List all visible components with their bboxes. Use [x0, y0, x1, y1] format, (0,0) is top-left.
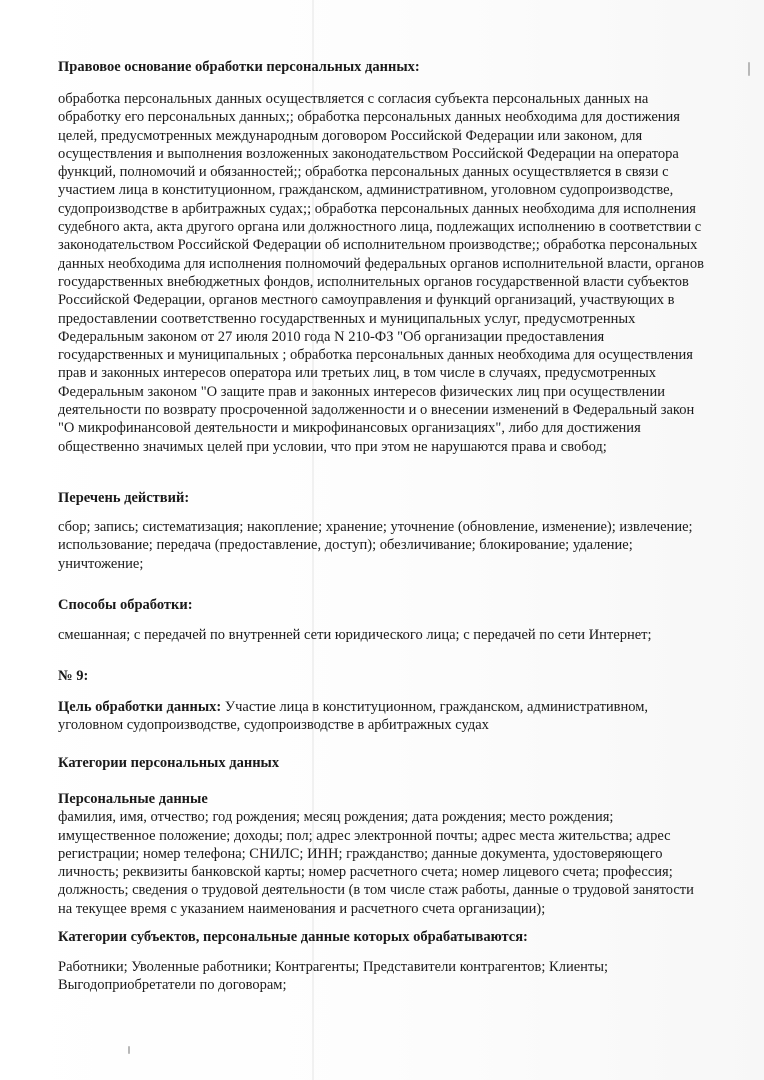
- methods-text: смешанная; с передачей по внутренней сети юридического лица; с передачей по сети Интернет;: [58, 627, 652, 643]
- scan-speck: [748, 62, 750, 76]
- item-number: № 9:: [58, 668, 89, 684]
- purpose-label: Цель обработки данных:: [58, 699, 222, 715]
- purpose-text: Участие лица в конституционном, гражданском, административном, уголовном судопроизводстве, судопроизводстве в арбитражных судах: [58, 699, 649, 734]
- legal-basis-heading: Правовое основание обработки персональных данных:: [58, 59, 420, 75]
- subjects-heading: Категории субъектов, персональные данные которых обрабатываются:: [58, 929, 528, 945]
- actions-text: сбор; запись; систематизация; накопление; хранение; уточнение (обновление, изменение); извлечение; использование; передача (предоставление, доступ); обезличивание; блокирование; удаление; уничтожение;: [58, 519, 693, 572]
- legal-basis-text: обработка персональных данных осуществляется с согласия субъекта персональных данных на обработку его персональных данных;; обработка персональных данных необходима для достижения целей, предусмотренных международным договором Российской Федерации или законом, для осуществления и выполнения возложенных законодательством Российской Федерации на оператора функций, полномочий и обязанностей;; обработка персональных данных осуществляется в связи с участием лица в конституционном, гражданском, административном, уголовном судопроизводстве, судопроизводстве в арбитражных судах;; обработка персональных данных необходима для исполнения судебного акта, акта другого органа или должностного лица, подлежащих исполнению в соответствии с законодательством Российской Федерации об исполнительном производстве;; обработка персональных данных необходима для исполнения полномочий федеральных органов исполнительной власти, органов государственных внебюджетных фондов, исполнительных органов государственной власти субъектов Российской Федерации, органов местного самоуправления и функций организаций, участвующих в предоставлении соответственно государственных и муниципальных услуг, предусмотренных Федеральным законом от 27 июля 2010 года N 210-ФЗ "Об организации предоставления государственных и муниципальных ; обработка персональных данных необходима для осуществления прав и законных интересов оператора или третьих лиц, в том числе в случаях, предусмотренных Федеральным законом "О защите прав и законных интересов физических лиц при осуществлении деятельности по возврату просроченной задолженности и о внесении изменений в Федеральный закон "О микрофинансовой деятельности и микрофинансовых организациях", либо для достижения общественно значимых целей при условии, что при этом не нарушаются права и свобод;: [58, 91, 704, 455]
- categories-block: [58, 790, 708, 918]
- personal-data-list: фамилия, имя, отчество; год рождения; месяц рождения; дата рождения; место рождения; имущественное положение; доходы; пол; адрес электронной почты; адрес места жительства; адрес регистрации; номер телефона; СНИЛС; ИНН; гражданство; данные документа, удостоверяющего личность; реквизиты банковской карты; номер расчетного счета; номер лицевого счета; профессия; должность; сведения о трудовой деятельности (в том числе стаж работы, данные о трудовой занятости на текущее время с указанием наименования и расчетного счета организации);: [58, 809, 694, 917]
- scan-speck: [128, 1046, 130, 1054]
- methods-heading: Способы обработки:: [58, 597, 193, 613]
- actions-heading: Перечень действий:: [58, 490, 190, 506]
- purpose-paragraph: [58, 698, 708, 735]
- subjects-text: Работники; Уволенные работники; Контрагенты; Представители контрагентов; Клиенты; Выгодоприобретатели по договорам;: [58, 959, 609, 994]
- personal-data-subheading: Персональные данные: [58, 791, 208, 807]
- categories-heading: Категории персональных данных: [58, 755, 280, 771]
